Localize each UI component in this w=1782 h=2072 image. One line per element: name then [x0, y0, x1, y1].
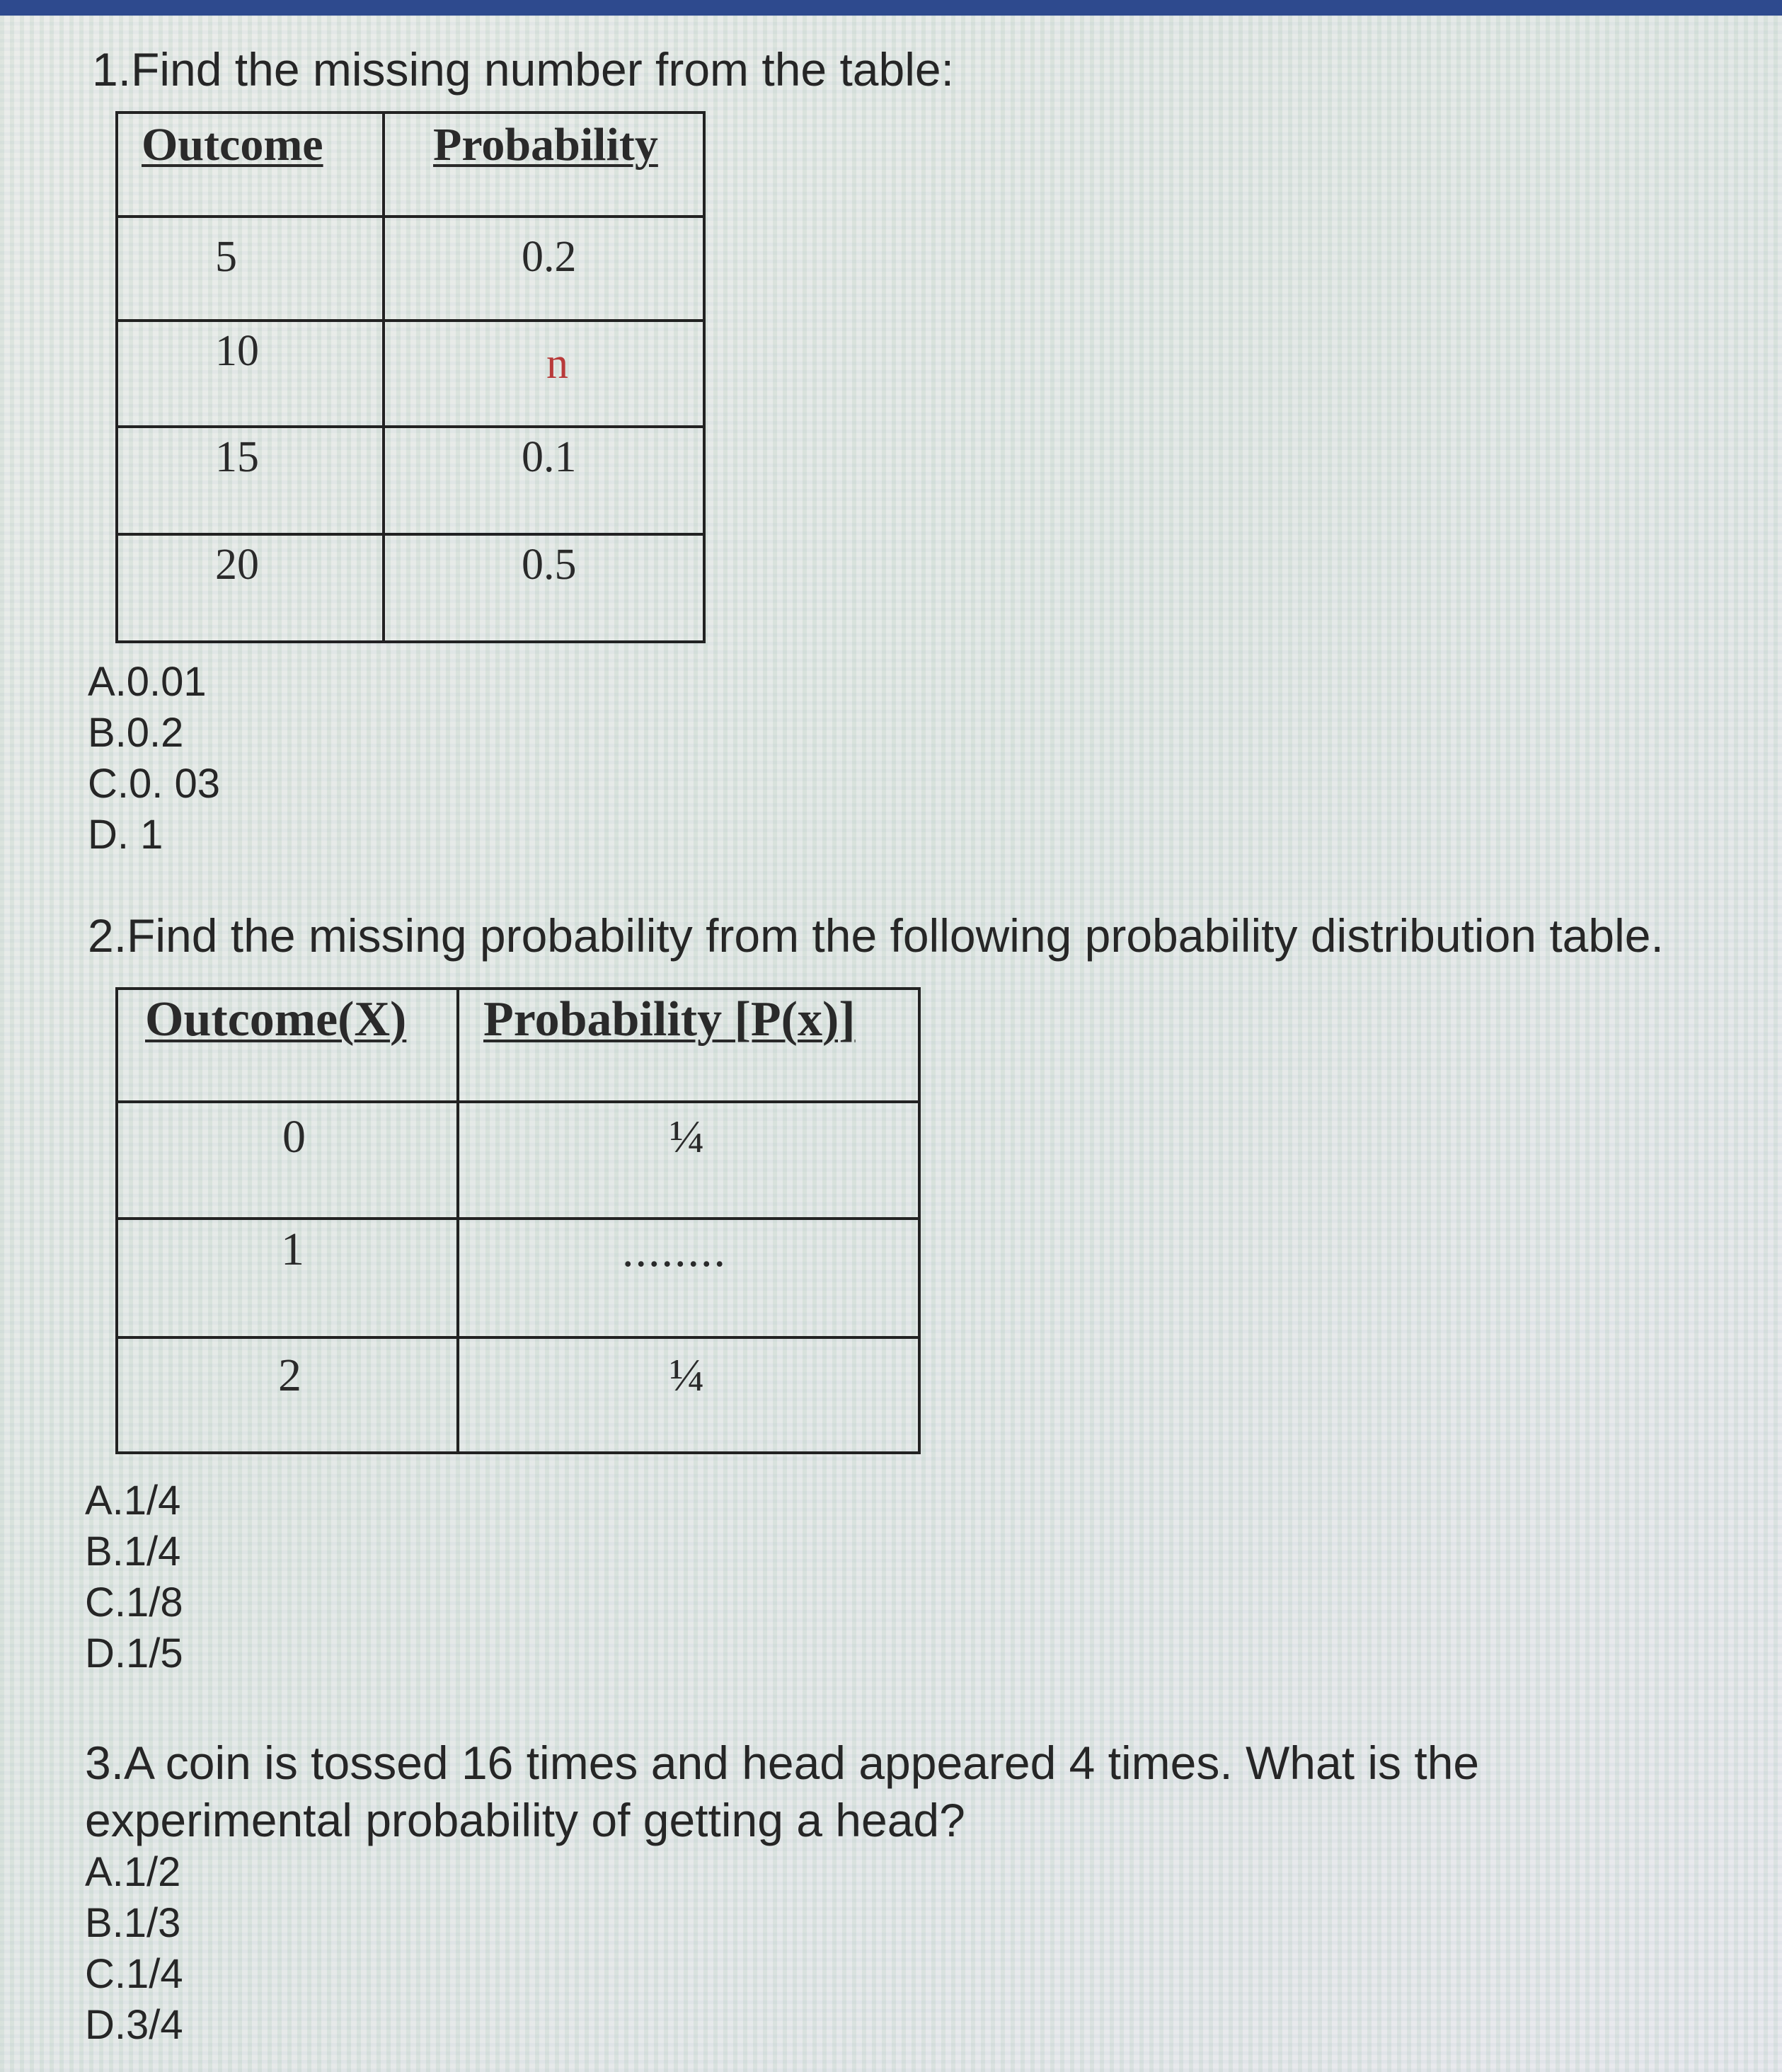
header-outcome-x: Outcome(X)	[117, 989, 458, 1102]
outcome-cell: 1	[117, 1219, 458, 1337]
table-row	[117, 427, 704, 534]
option-c[interactable]: C.1/8	[85, 1579, 183, 1625]
table-row	[117, 1219, 919, 1337]
probability-cell: ¼	[458, 1102, 919, 1219]
option-b[interactable]: B.1/4	[85, 1529, 181, 1575]
question-2-options	[85, 1475, 183, 1679]
outcome-cell: 15	[117, 427, 384, 534]
option-d[interactable]: D.3/4	[85, 2002, 183, 2048]
table-row	[117, 321, 704, 427]
question-1-text: 1.Find the missing number from the table:	[92, 43, 954, 96]
missing-probability-blank: ........	[458, 1219, 919, 1337]
table-header-row	[117, 113, 704, 217]
outcome-cell: 5	[117, 217, 384, 321]
question-3-options	[85, 1847, 183, 2051]
option-d[interactable]: D.1/5	[85, 1630, 183, 1676]
question-3-text-line-1: 3.A coin is tossed 16 times and head appeared 4 times. What is the	[85, 1737, 1480, 1789]
option-b[interactable]: B.0.2	[88, 710, 184, 756]
header-outcome: Outcome	[117, 113, 384, 217]
option-b[interactable]: B.1/3	[85, 1900, 181, 1946]
option-c[interactable]: C.1/4	[85, 1951, 183, 1997]
option-a[interactable]: A.0.01	[88, 659, 207, 705]
question-1-table	[115, 111, 706, 643]
outcome-cell: 2	[117, 1337, 458, 1453]
header-probability-px: Probability [P(x)]	[458, 989, 919, 1102]
probability-cell: ¼	[458, 1337, 919, 1453]
option-a[interactable]: A.1/4	[85, 1478, 181, 1524]
outcome-cell: 20	[117, 534, 384, 642]
question-2-text: 2.Find the missing probability from the following probability distribution table.	[88, 909, 1664, 962]
table-header-row	[117, 989, 919, 1102]
table-row	[117, 534, 704, 642]
header-probability: Probability	[384, 113, 704, 217]
outcome-cell: 10	[117, 321, 384, 427]
question-2-table	[115, 987, 921, 1454]
probability-cell: 0.2	[384, 217, 704, 321]
probability-cell: 0.1	[384, 427, 704, 534]
table-row	[117, 1337, 919, 1453]
question-1-options	[88, 657, 220, 861]
table-row	[117, 217, 704, 321]
missing-probability-n: n	[384, 321, 704, 427]
option-c[interactable]: C.0. 03	[88, 761, 220, 807]
table-row	[117, 1102, 919, 1219]
option-a[interactable]: A.1/2	[85, 1849, 181, 1895]
outcome-cell: 0	[117, 1102, 458, 1219]
top-bar	[0, 0, 1782, 16]
question-3-text-line-2: experimental probability of getting a head?	[85, 1794, 965, 1846]
option-d[interactable]: D. 1	[88, 812, 163, 858]
probability-cell: 0.5	[384, 534, 704, 642]
